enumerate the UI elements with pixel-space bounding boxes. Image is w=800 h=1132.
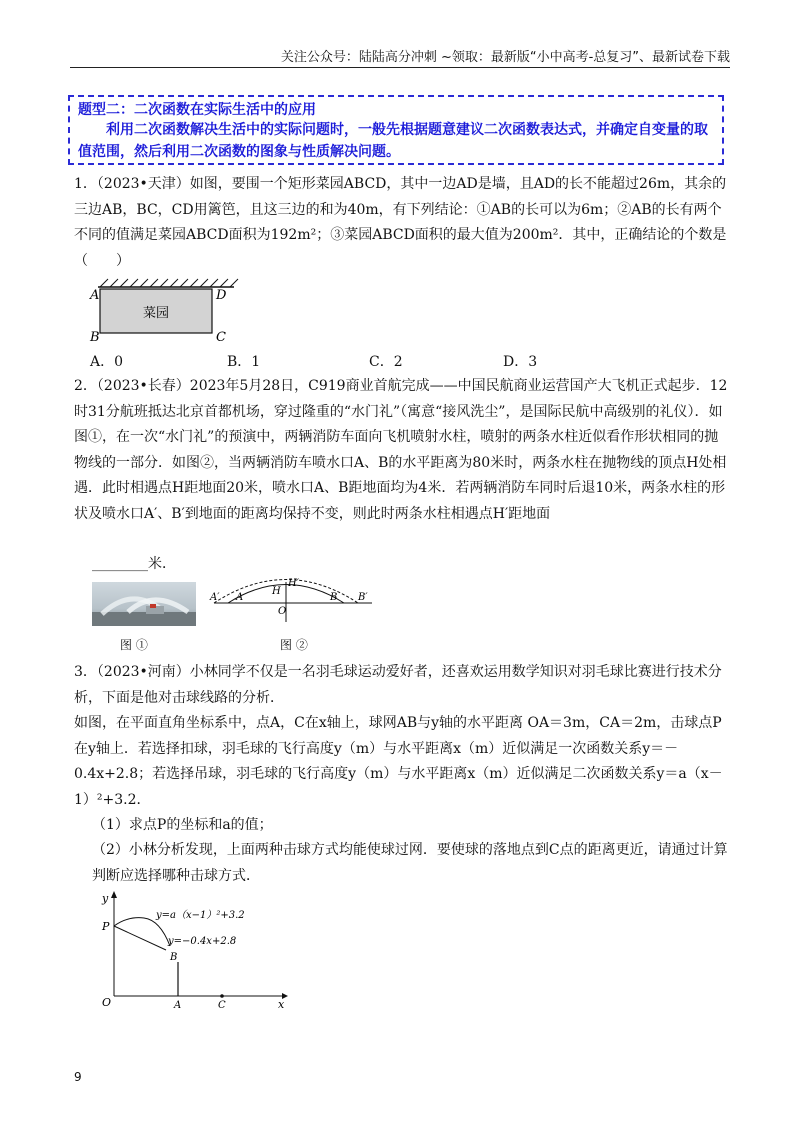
page-number: 9 — [74, 1070, 82, 1084]
banner-body: 利用二次函数解决生活中的实际问题时，一般先根据题意建议二次函数表达式，并确定自变量的取值范围，然后利用二次函数的图象与性质解决问题。 — [78, 122, 708, 160]
curve-lob — [114, 918, 170, 946]
q1-option-c: C．2 — [369, 354, 403, 370]
eq-smash: y=−0.4x+2.8 — [168, 936, 237, 947]
page-header: 关注公众号：陆陆高分冲刺 ~领取：最新版“小中高考-总复习”、最新试卷下载 — [280, 50, 730, 65]
label-Bprime: B′ — [358, 592, 368, 603]
label-C: C — [216, 330, 226, 345]
line-smash — [114, 926, 166, 950]
y-arrow — [111, 891, 117, 898]
label-O: O — [278, 606, 287, 617]
q2-photo — [92, 582, 196, 626]
label-D: D — [216, 288, 227, 303]
label-O: O — [102, 996, 112, 1009]
wall-hatch — [100, 279, 238, 287]
label-P: P — [102, 920, 110, 933]
point-C — [220, 994, 224, 998]
q2-blank: ________米． — [92, 556, 176, 572]
eq-lob: y=a（x−1）²+3.2 — [156, 910, 245, 921]
label-B: B — [330, 592, 338, 603]
q2-figure2 — [208, 578, 378, 628]
label-garden: 菜园 — [143, 306, 170, 321]
q3-intro: 3．（2023•河南）小林同学不仅是一名羽毛球运动爱好者，还喜欢运用数学知识对羽毛球比赛进行技术分析，下面是他对击球线路的分析． — [74, 664, 722, 706]
label-y: y — [102, 892, 109, 905]
q3-figure — [88, 888, 298, 1012]
q3-part2: （2）小林分析发现，上面两种击球方式均能使球过网．要使球的落地点到C点的距离更近，请通过计算判断应选择哪种击球方式． — [92, 842, 728, 884]
q3-setup: 如图，在平面直角坐标系中，点A，C在x轴上，球网AB与y轴的水平距离 OA＝3m，CA＝2m，击球点P在y轴上．若选择扣球，羽毛球的飞行高度y（m）与水平距离x（m）近似满足一次函数关系y＝－0.4x+2.8；若选择吊球，羽毛球的飞行高度y（m）与水平距离x（m）近似满足二次函数关系y＝a（x－1）²+3.2． — [74, 715, 723, 808]
topic-banner — [68, 95, 724, 165]
label-H: H — [272, 586, 281, 597]
q2-text: 2．（2023•长春）2023年5月28日，C919商业首航完成——中国民航商业运营国产大飞机正式起步．12时31分航班抵达北京首都机场，穿过隆重的“水门礼”（寓意“接风洗尘”，是国际民航中高级别的礼仪）．如图①，在一次“水门礼”的预演中，两辆消防车面向飞机喷射水柱，喷射的两条水柱近似看作形状相同的抛物线的一部分．如图②，当两辆消防车喷水口A、B的水平距离为80米时，两条水柱在抛物线的顶点H处相遇．此时相遇点H距地面20米，喷水口A、B距地面均为4米．若两辆消防车同时后退10米，两条水柱的形状及喷水口A′、B′到地面的距离均保持不变，则此时两条水柱相遇点H′距地面 — [74, 378, 728, 522]
q2-fig1-caption: 图 ① — [120, 638, 148, 652]
label-A: A — [174, 1000, 182, 1011]
label-B: B — [170, 952, 178, 963]
q1-text: 1．（2023•天津）如图，要围一个矩形菜园ABCD，其中一边AD是墙，且AD的长不能超过26m，其余的三边AB，BC，CD用篱笆，且这三边的和为40m，有下列结论：①AB的长可以为6m；②AB的长有两个不同的值满足菜园ABCD面积为192m²；③菜园ABCD面积的最大值为200m²．其中，正确结论的个数是（ ） — [74, 176, 727, 269]
label-C: C — [218, 1000, 226, 1011]
q1-option-a: A．0 — [90, 354, 124, 370]
label-Aprime: A′ — [210, 592, 220, 603]
label-A: A — [90, 288, 100, 303]
label-A: A — [236, 592, 244, 603]
q3-part1: （1）求点P的坐标和a的值； — [92, 817, 273, 833]
label-B: B — [90, 330, 100, 345]
q2-fig2-caption: 图 ② — [280, 638, 308, 652]
banner-title: 题型二：二次函数在实际生活中的应用 — [78, 102, 316, 118]
header-rule — [70, 67, 730, 68]
q1-figure — [86, 277, 246, 345]
q1-option-d: D．3 — [503, 354, 538, 370]
label-Hprime: H′ — [288, 578, 299, 589]
q1-option-b: B．1 — [227, 354, 261, 370]
label-x: x — [278, 998, 285, 1011]
